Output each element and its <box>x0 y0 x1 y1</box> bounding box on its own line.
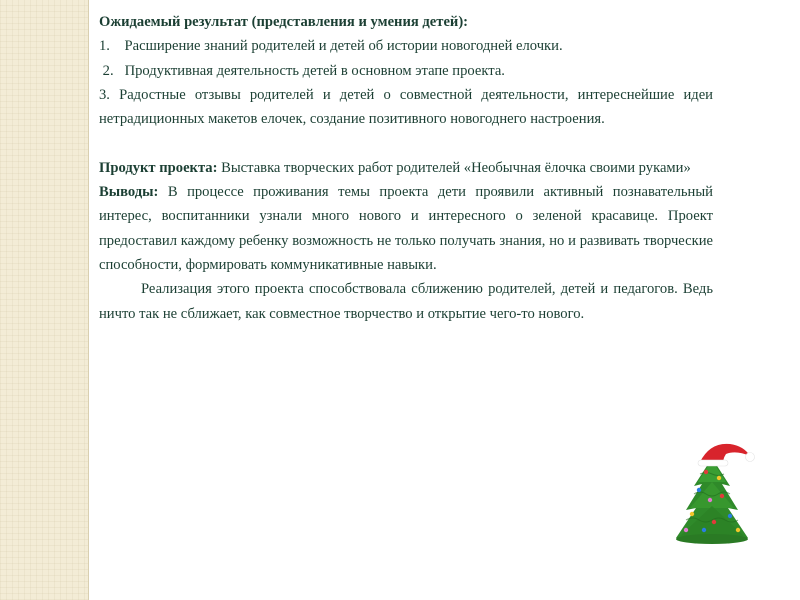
decorative-side-strip <box>0 0 88 600</box>
expected-item-3 <box>99 83 713 132</box>
product-text: Выставка творческих работ родителей «Необычная ёлочка своими руками» <box>221 159 691 176</box>
item-1-number: 1. <box>99 38 110 55</box>
expected-heading-text: Ожидаемый результат (представления и умения детей): <box>99 14 469 30</box>
slide-text <box>99 10 713 326</box>
item-2-text: Продуктивная деятельность детей в основном этапе проекта. <box>124 62 505 79</box>
expected-heading <box>99 10 713 34</box>
item-2-number: 2. <box>102 62 114 79</box>
realization-text: Реализация этого проекта способствовала сближению родителей, детей и педагогов. Ведь ничто так не сближает, как совместное творчество и открытие чего-то нового. <box>99 281 713 322</box>
product-paragraph <box>99 156 713 180</box>
item-3-text: 3. Радостные отзывы родителей и детей о совместной деятельности, интереснейшие идеи нетрадиционных макетов елочек, создание позитивного новогоднего настроения. <box>99 86 713 128</box>
product-label: Продукт проекта: <box>99 159 218 176</box>
item-1-text: Расширение знаний родителей и детей об истории новогодней елочки. <box>124 38 563 55</box>
conclusions-label: Выводы: <box>99 184 159 201</box>
expected-item-2 <box>99 59 713 83</box>
realization-paragraph <box>99 277 713 326</box>
conclusions-text: В процессе проживания темы проекта дети проявили активный познавательный интерес, воспитанники узнали много нового и интересного о зеленой красавице. Проект предоставил каждому ребенку возможность не только получать знания, но и развивать творческие способности, формировать коммуникативные навыки. <box>99 184 713 273</box>
conclusions-paragraph <box>99 180 713 277</box>
christmas-tree-icon <box>664 438 760 556</box>
expected-item-1 <box>99 34 713 58</box>
side-strip-divider <box>88 0 89 600</box>
